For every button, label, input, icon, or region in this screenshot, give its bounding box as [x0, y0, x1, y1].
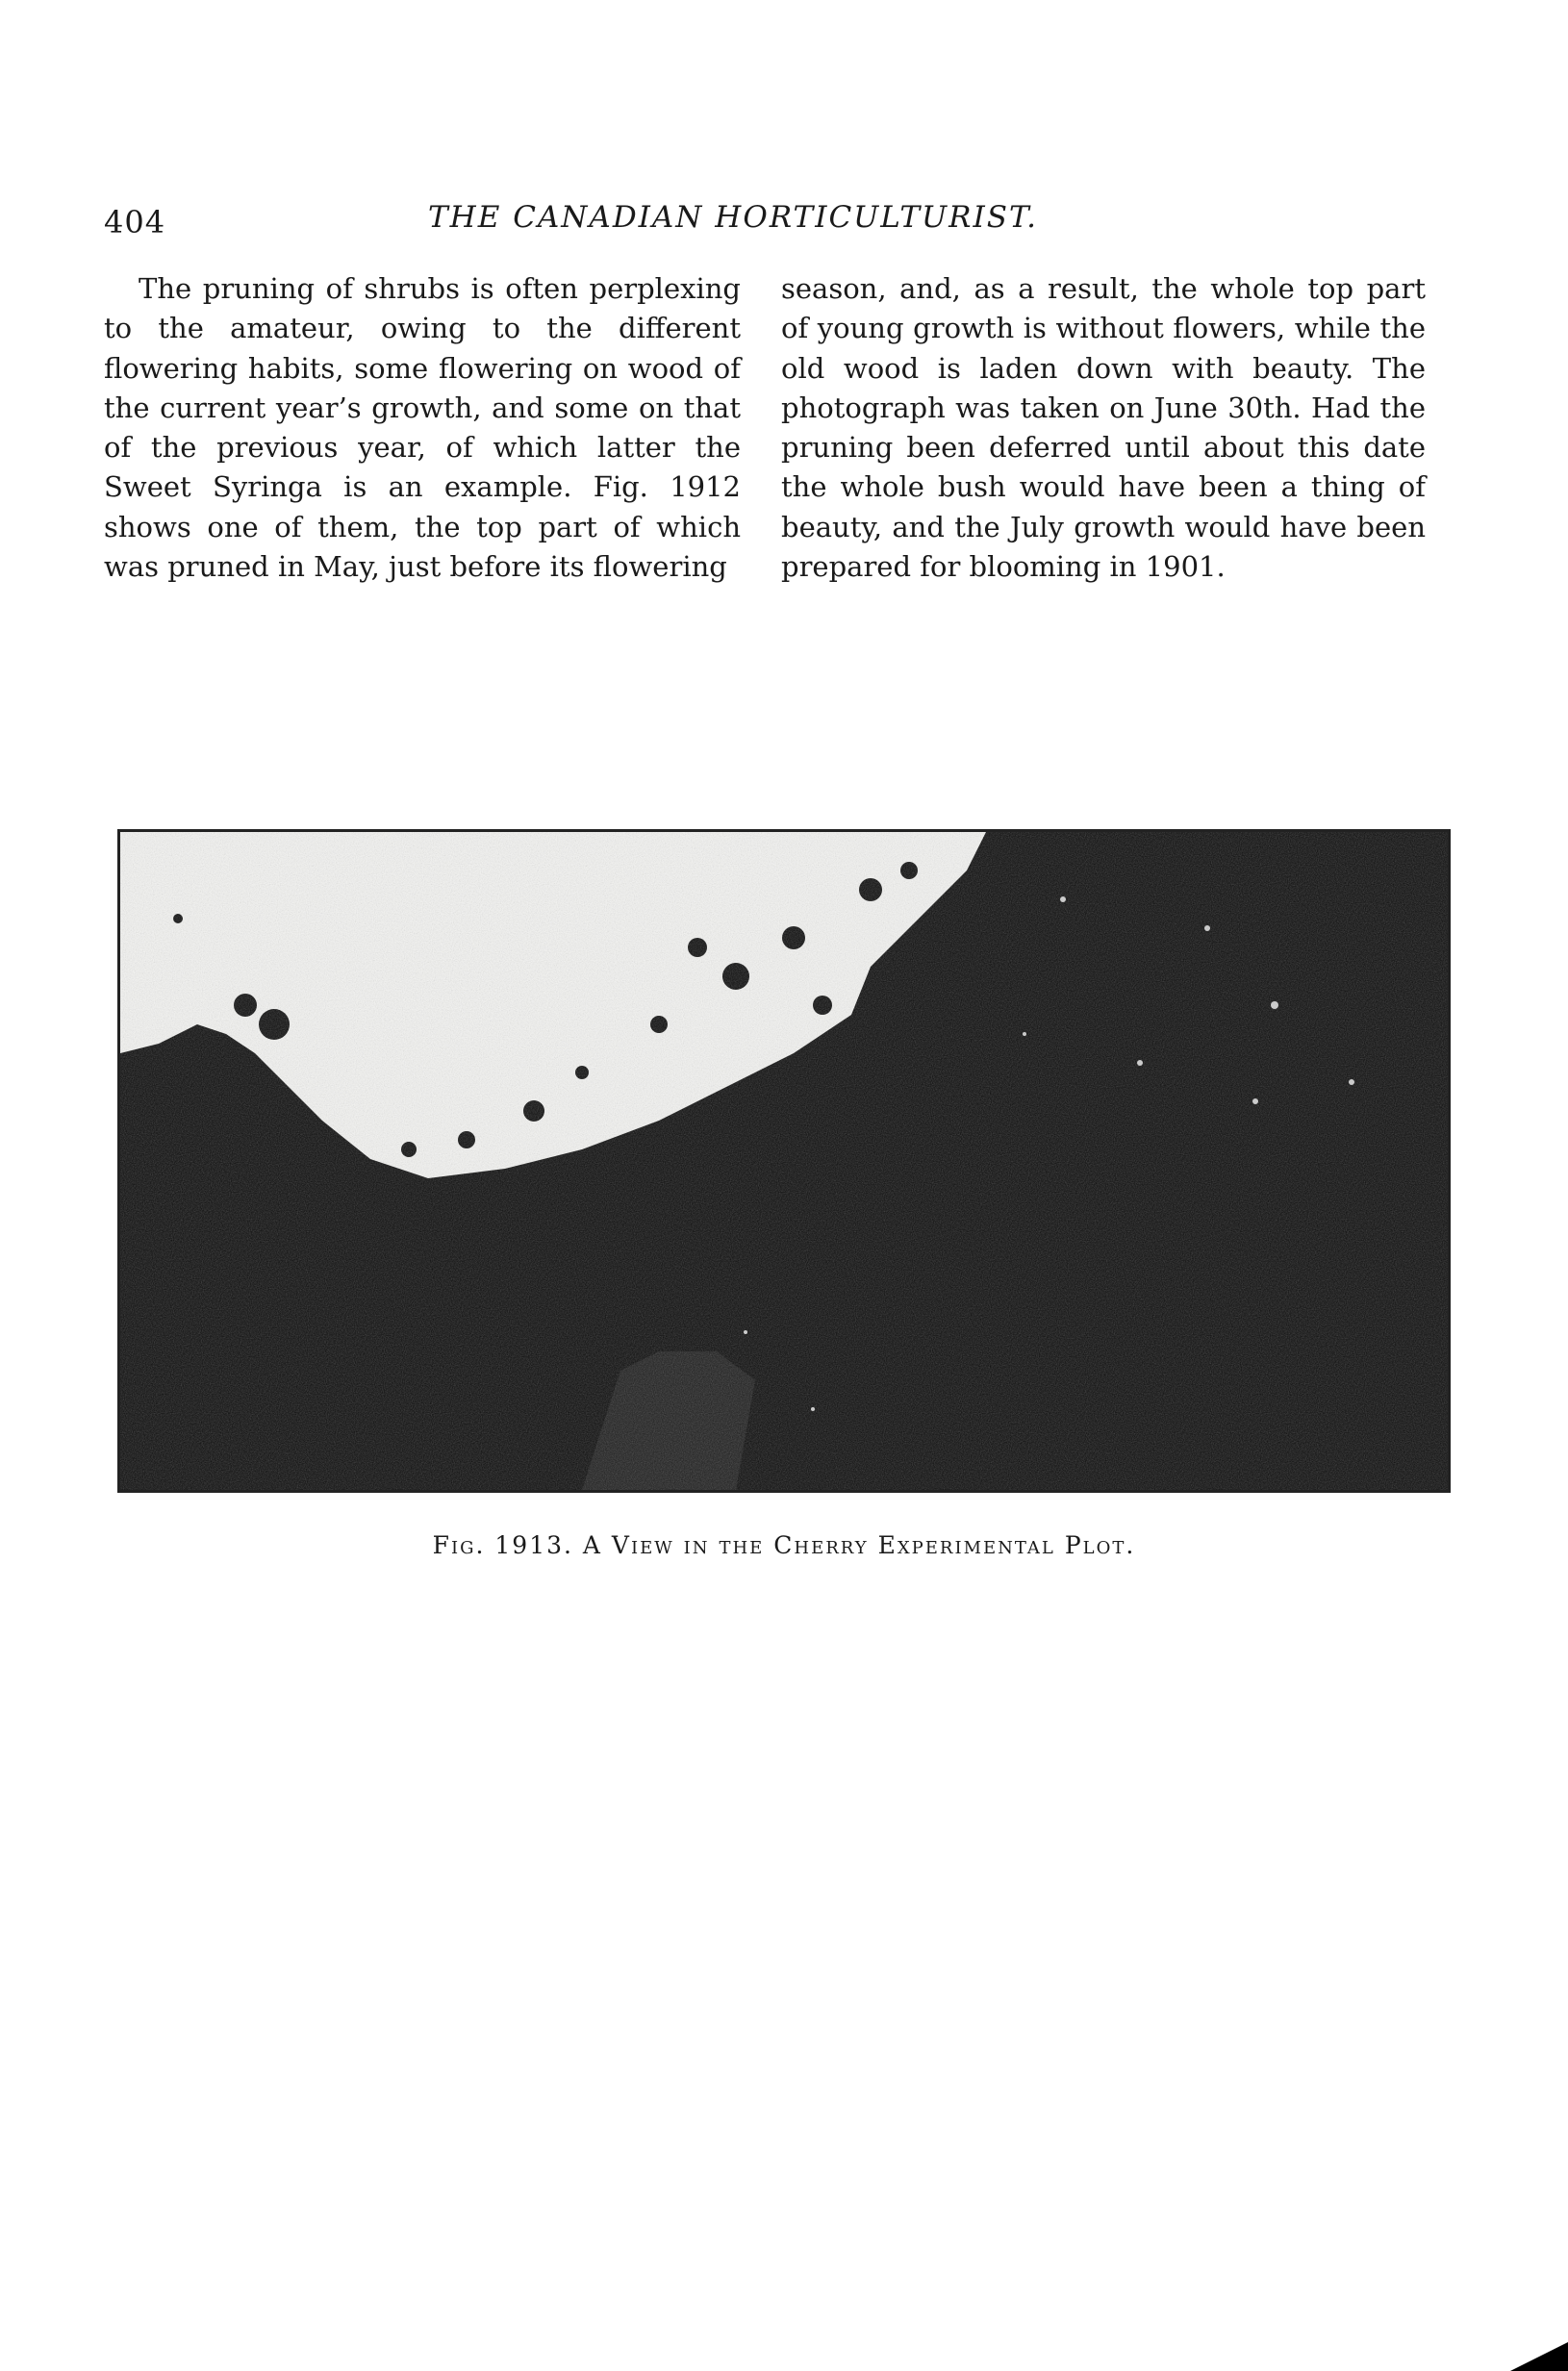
paragraph-right: season, and, as a result, the whole top part of young growth is without flowers, while the old wood is laden down with beauty. The photograph was taken on June 30th. Had the pruning been deferred until about this date the whole bush would have been a thing of beauty, and the July growth would have been prepared for blooming in 1901. [781, 272, 1426, 584]
scan-corner-mark [1510, 2342, 1568, 2371]
photo-cherry-plot [120, 832, 1448, 1490]
text-column-right [781, 269, 1426, 587]
paragraph-left: The pruning of shrubs is often perplexing to the amateur, owing to the different flowering habits, some flowering on wood of the current year’s growth, and some on that of the previous year, of which latter the Sweet Syringa is an example. Fig. 1912 shows one of them, the top part of which was pruned in May, just before its flowering [104, 272, 741, 584]
page-number: 404 [104, 204, 166, 240]
figure-photograph [117, 829, 1451, 1493]
running-title: THE CANADIAN HORTICULTURIST. [428, 200, 1038, 235]
figure-caption: Fig. 1913. A View in the Cherry Experimental Plot. [432, 1531, 1136, 1559]
text-column-left [104, 269, 741, 587]
